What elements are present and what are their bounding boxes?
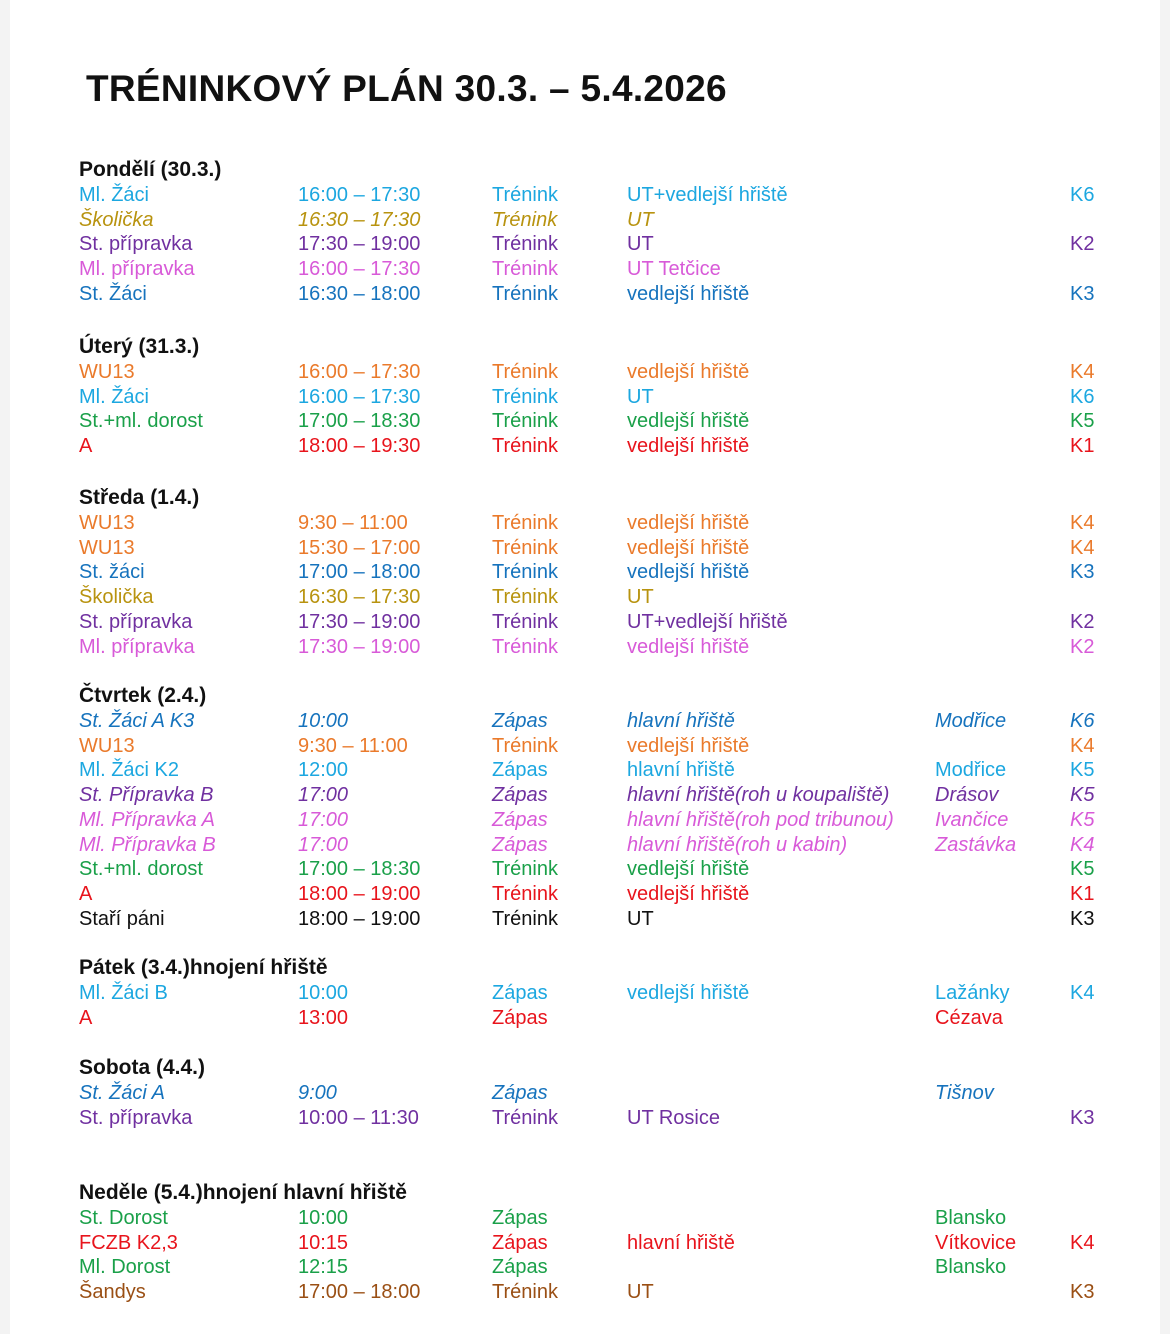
- row-place: hlavní hřiště: [627, 710, 735, 732]
- row-k: K4: [1070, 1231, 1095, 1254]
- document-page: [10, 0, 1160, 1334]
- row-time: 16:00 – 17:30: [298, 184, 421, 206]
- row-type: Trénink: [492, 361, 558, 383]
- row-k: K5: [1070, 808, 1095, 831]
- row-k: K2: [1070, 610, 1095, 633]
- row-type: Trénink: [492, 258, 558, 281]
- day-heading: Sobota (4.4.): [79, 1056, 206, 1079]
- row-team: A: [79, 435, 93, 458]
- row-opponent: Drásov: [935, 784, 999, 807]
- row-place: UT: [627, 586, 654, 609]
- schedule-row: [10, 908, 1160, 933]
- row-time: 17:00 – 18:30: [298, 410, 421, 433]
- row-team: Školička: [79, 586, 154, 609]
- row-k: K6: [1070, 385, 1095, 408]
- row-team: St. přípravka: [79, 610, 193, 633]
- row-team: Ml. Žáci B: [79, 982, 168, 1004]
- row-time: 10:00 – 11:30: [298, 1106, 419, 1129]
- row-type: Zápas: [492, 784, 548, 807]
- row-type: Trénink: [492, 385, 558, 408]
- row-team: FCZB K2,3: [79, 1231, 178, 1254]
- row-place: vedlejší hřiště: [627, 361, 750, 383]
- row-k: K3: [1070, 1281, 1095, 1304]
- row-place: hlavní hřiště: [627, 1231, 735, 1254]
- row-opponent: Ivančice: [935, 808, 1009, 831]
- row-team: A: [79, 1006, 93, 1029]
- row-k: K5: [1070, 858, 1095, 881]
- row-opponent: Cézava: [935, 1006, 1003, 1029]
- row-place: UT: [627, 233, 654, 256]
- schedule-row: [10, 283, 1160, 308]
- row-place: vedlejší hřiště: [627, 982, 750, 1004]
- row-team: Ml. Přípravka A: [79, 808, 215, 831]
- row-k: K4: [1070, 512, 1095, 534]
- row-k: K2: [1070, 233, 1095, 256]
- row-type: Trénink: [492, 184, 558, 206]
- row-team: Šandys: [79, 1281, 146, 1304]
- day-heading: Pondělí (30.3.): [79, 158, 222, 181]
- row-team: A: [79, 882, 93, 905]
- row-team: St. přípravka: [79, 233, 193, 256]
- row-time: 16:00 – 17:30: [298, 361, 421, 383]
- schedule-row: [10, 636, 1160, 661]
- row-k: K6: [1070, 710, 1095, 732]
- row-place: UT+vedlejší hřiště: [627, 184, 788, 206]
- row-team: St.+ml. dorost: [79, 858, 203, 881]
- schedule-row: [10, 834, 1160, 859]
- row-time: 10:00: [298, 982, 349, 1004]
- row-type: Trénink: [492, 1281, 558, 1304]
- row-place: vedlejší hřiště: [627, 858, 750, 881]
- row-time: 16:30 – 17:30: [298, 208, 421, 231]
- row-team: Ml. Žáci: [79, 385, 149, 408]
- schedule-row: [10, 1207, 1160, 1232]
- row-team: Ml. Přípravka B: [79, 833, 216, 856]
- row-place: UT: [627, 907, 654, 930]
- row-team: WU13: [79, 536, 135, 559]
- row-time: 10:00: [298, 1207, 349, 1229]
- row-team: St. Žáci A K3: [79, 710, 195, 732]
- row-opponent: Modřice: [935, 710, 1007, 732]
- schedule-row: [10, 586, 1160, 611]
- row-type: Trénink: [492, 882, 558, 905]
- row-opponent: Tišnov: [935, 1082, 994, 1104]
- row-type: Trénink: [492, 233, 558, 256]
- schedule-row: [10, 735, 1160, 760]
- row-place: hlavní hřiště(roh pod tribunou): [627, 808, 894, 831]
- row-team: St. Žáci A: [79, 1082, 165, 1104]
- schedule-row: [10, 209, 1160, 234]
- row-opponent: Lažánky: [935, 982, 1010, 1004]
- row-k: K3: [1070, 561, 1095, 584]
- row-type: Trénink: [492, 512, 558, 534]
- row-team: Ml. přípravka: [79, 635, 195, 658]
- row-team: Ml. Žáci: [79, 184, 149, 206]
- row-type: Trénink: [492, 858, 558, 881]
- row-place: vedlejší hřiště: [627, 734, 750, 757]
- row-time: 17:30 – 19:00: [298, 610, 421, 633]
- row-k: K4: [1070, 361, 1095, 383]
- schedule-row: [10, 258, 1160, 283]
- row-team: St. žáci: [79, 561, 145, 584]
- schedule-row: [10, 858, 1160, 883]
- row-place: UT: [627, 385, 654, 408]
- row-team: Staří páni: [79, 907, 165, 930]
- row-time: 17:30 – 19:00: [298, 233, 421, 256]
- row-time: 17:00: [298, 784, 349, 807]
- row-k: K5: [1070, 784, 1095, 807]
- row-type: Trénink: [492, 435, 558, 458]
- row-time: 15:30 – 17:00: [298, 536, 421, 559]
- row-opponent: Vítkovice: [935, 1231, 1017, 1254]
- row-type: Zápas: [492, 1207, 548, 1229]
- row-team: WU13: [79, 512, 135, 534]
- row-type: Trénink: [492, 561, 558, 584]
- row-type: Trénink: [492, 610, 558, 633]
- row-time: 17:00 – 18:00: [298, 561, 421, 584]
- row-time: 18:00 – 19:00: [298, 907, 421, 930]
- row-type: Zápas: [492, 759, 548, 782]
- day-heading: Středa (1.4.): [79, 486, 200, 509]
- row-time: 18:00 – 19:30: [298, 435, 421, 458]
- row-team: Školička: [79, 208, 154, 231]
- row-opponent: Zastávka: [935, 833, 1017, 856]
- row-team: St. Žáci: [79, 282, 147, 305]
- row-time: 18:00 – 19:00: [298, 882, 421, 905]
- row-k: K4: [1070, 982, 1095, 1004]
- row-type: Zápas: [492, 1256, 548, 1279]
- schedule-row: [10, 1232, 1160, 1257]
- row-time: 17:00: [298, 833, 349, 856]
- row-team: WU13: [79, 361, 135, 383]
- row-place: hlavní hřiště(roh u koupaliště): [627, 784, 890, 807]
- row-place: vedlejší hřiště: [627, 561, 750, 584]
- row-team: St.+ml. dorost: [79, 410, 203, 433]
- schedule-row: [10, 561, 1160, 586]
- row-time: 16:30 – 18:00: [298, 282, 421, 305]
- row-k: K6: [1070, 184, 1095, 206]
- row-k: K5: [1070, 410, 1095, 433]
- row-type: Trénink: [492, 586, 558, 609]
- row-opponent: Blansko: [935, 1256, 1007, 1279]
- day-heading: Čtvrtek (2.4.): [79, 684, 207, 707]
- row-place: UT: [627, 208, 654, 231]
- row-k: K1: [1070, 435, 1095, 458]
- schedule-row: [10, 386, 1160, 411]
- row-place: UT Rosice: [627, 1106, 720, 1129]
- row-place: hlavní hřiště(roh u kabin): [627, 833, 848, 856]
- schedule-row: [10, 1107, 1160, 1132]
- schedule-row: [10, 435, 1160, 460]
- row-opponent: Blansko: [935, 1207, 1007, 1229]
- row-team: St. přípravka: [79, 1106, 193, 1129]
- row-time: 9:30 – 11:00: [298, 512, 408, 534]
- row-team: Ml. Žáci K2: [79, 759, 180, 782]
- schedule-row: [10, 759, 1160, 784]
- day-heading: Pátek (3.4.)hnojení hřiště: [79, 956, 328, 979]
- day-heading: Úterý (31.3.): [79, 335, 200, 358]
- row-k: K2: [1070, 635, 1095, 658]
- row-type: Zápas: [492, 1231, 548, 1254]
- schedule-row: [10, 233, 1160, 258]
- schedule-row: [10, 1007, 1160, 1032]
- row-type: Trénink: [492, 282, 558, 305]
- day-heading: Neděle (5.4.)hnojení hlavní hřiště: [79, 1181, 407, 1204]
- schedule-row: [10, 611, 1160, 636]
- row-time: 9:00: [298, 1082, 337, 1104]
- row-k: K4: [1070, 833, 1095, 856]
- row-type: Zápas: [492, 1006, 548, 1029]
- row-type: Zápas: [492, 808, 548, 831]
- schedule-row: [10, 410, 1160, 435]
- row-k: K4: [1070, 734, 1095, 757]
- row-place: vedlejší hřiště: [627, 512, 750, 534]
- row-time: 10:00: [298, 710, 349, 732]
- schedule-row: [10, 982, 1160, 1007]
- row-place: vedlejší hřiště: [627, 635, 750, 658]
- row-place: UT Tetčice: [627, 258, 721, 281]
- row-time: 9:30 – 11:00: [298, 734, 408, 757]
- row-type: Trénink: [492, 635, 558, 658]
- row-place: vedlejší hřiště: [627, 536, 750, 559]
- row-type: Trénink: [492, 410, 558, 433]
- row-k: K3: [1070, 907, 1095, 930]
- row-time: 12:15: [298, 1256, 349, 1279]
- row-type: Zápas: [492, 710, 548, 732]
- row-time: 13:00: [298, 1006, 349, 1029]
- schedule-row: [10, 784, 1160, 809]
- row-place: vedlejší hřiště: [627, 435, 750, 458]
- schedule-row: [10, 184, 1160, 209]
- row-k: K3: [1070, 1106, 1095, 1129]
- row-place: UT+vedlejší hřiště: [627, 610, 788, 633]
- schedule-row: [10, 1256, 1160, 1281]
- row-type: Trénink: [492, 1106, 558, 1129]
- row-time: 17:30 – 19:00: [298, 635, 421, 658]
- row-place: hlavní hřiště: [627, 759, 735, 782]
- row-type: Trénink: [492, 734, 558, 757]
- row-type: Zápas: [492, 1082, 548, 1104]
- row-k: K5: [1070, 759, 1095, 782]
- row-time: 10:15: [298, 1231, 349, 1254]
- row-k: K4: [1070, 536, 1095, 559]
- page-title: TRÉNINKOVÝ PLÁN 30.3. – 5.4.2026: [86, 68, 727, 109]
- row-place: vedlejší hřiště: [627, 410, 750, 433]
- row-type: Zápas: [492, 833, 548, 856]
- schedule-row: [10, 512, 1160, 537]
- schedule-row: [10, 361, 1160, 386]
- row-team: WU13: [79, 734, 135, 757]
- row-type: Trénink: [492, 536, 558, 559]
- row-k: K3: [1070, 282, 1095, 305]
- row-team: St. Přípravka B: [79, 784, 214, 807]
- schedule-row: [10, 883, 1160, 908]
- row-time: 17:00: [298, 808, 349, 831]
- row-opponent: Modřice: [935, 759, 1007, 782]
- row-time: 17:00 – 18:00: [298, 1281, 421, 1304]
- row-team: Ml. Dorost: [79, 1256, 171, 1279]
- row-type: Trénink: [492, 907, 558, 930]
- row-type: Trénink: [492, 208, 558, 231]
- row-time: 17:00 – 18:30: [298, 858, 421, 881]
- row-time: 16:00 – 17:30: [298, 385, 421, 408]
- row-place: UT: [627, 1281, 654, 1304]
- row-team: Ml. přípravka: [79, 258, 195, 281]
- row-type: Zápas: [492, 982, 548, 1004]
- row-time: 16:00 – 17:30: [298, 258, 421, 281]
- row-place: vedlejší hřiště: [627, 882, 750, 905]
- row-k: K1: [1070, 882, 1095, 905]
- row-time: 12:00: [298, 759, 349, 782]
- schedule-row: [10, 710, 1160, 735]
- schedule-row: [10, 809, 1160, 834]
- schedule-row: [10, 1082, 1160, 1107]
- row-place: vedlejší hřiště: [627, 282, 750, 305]
- schedule-row: [10, 1281, 1160, 1306]
- row-team: St. Dorost: [79, 1207, 168, 1229]
- schedule-row: [10, 537, 1160, 562]
- row-time: 16:30 – 17:30: [298, 586, 421, 609]
